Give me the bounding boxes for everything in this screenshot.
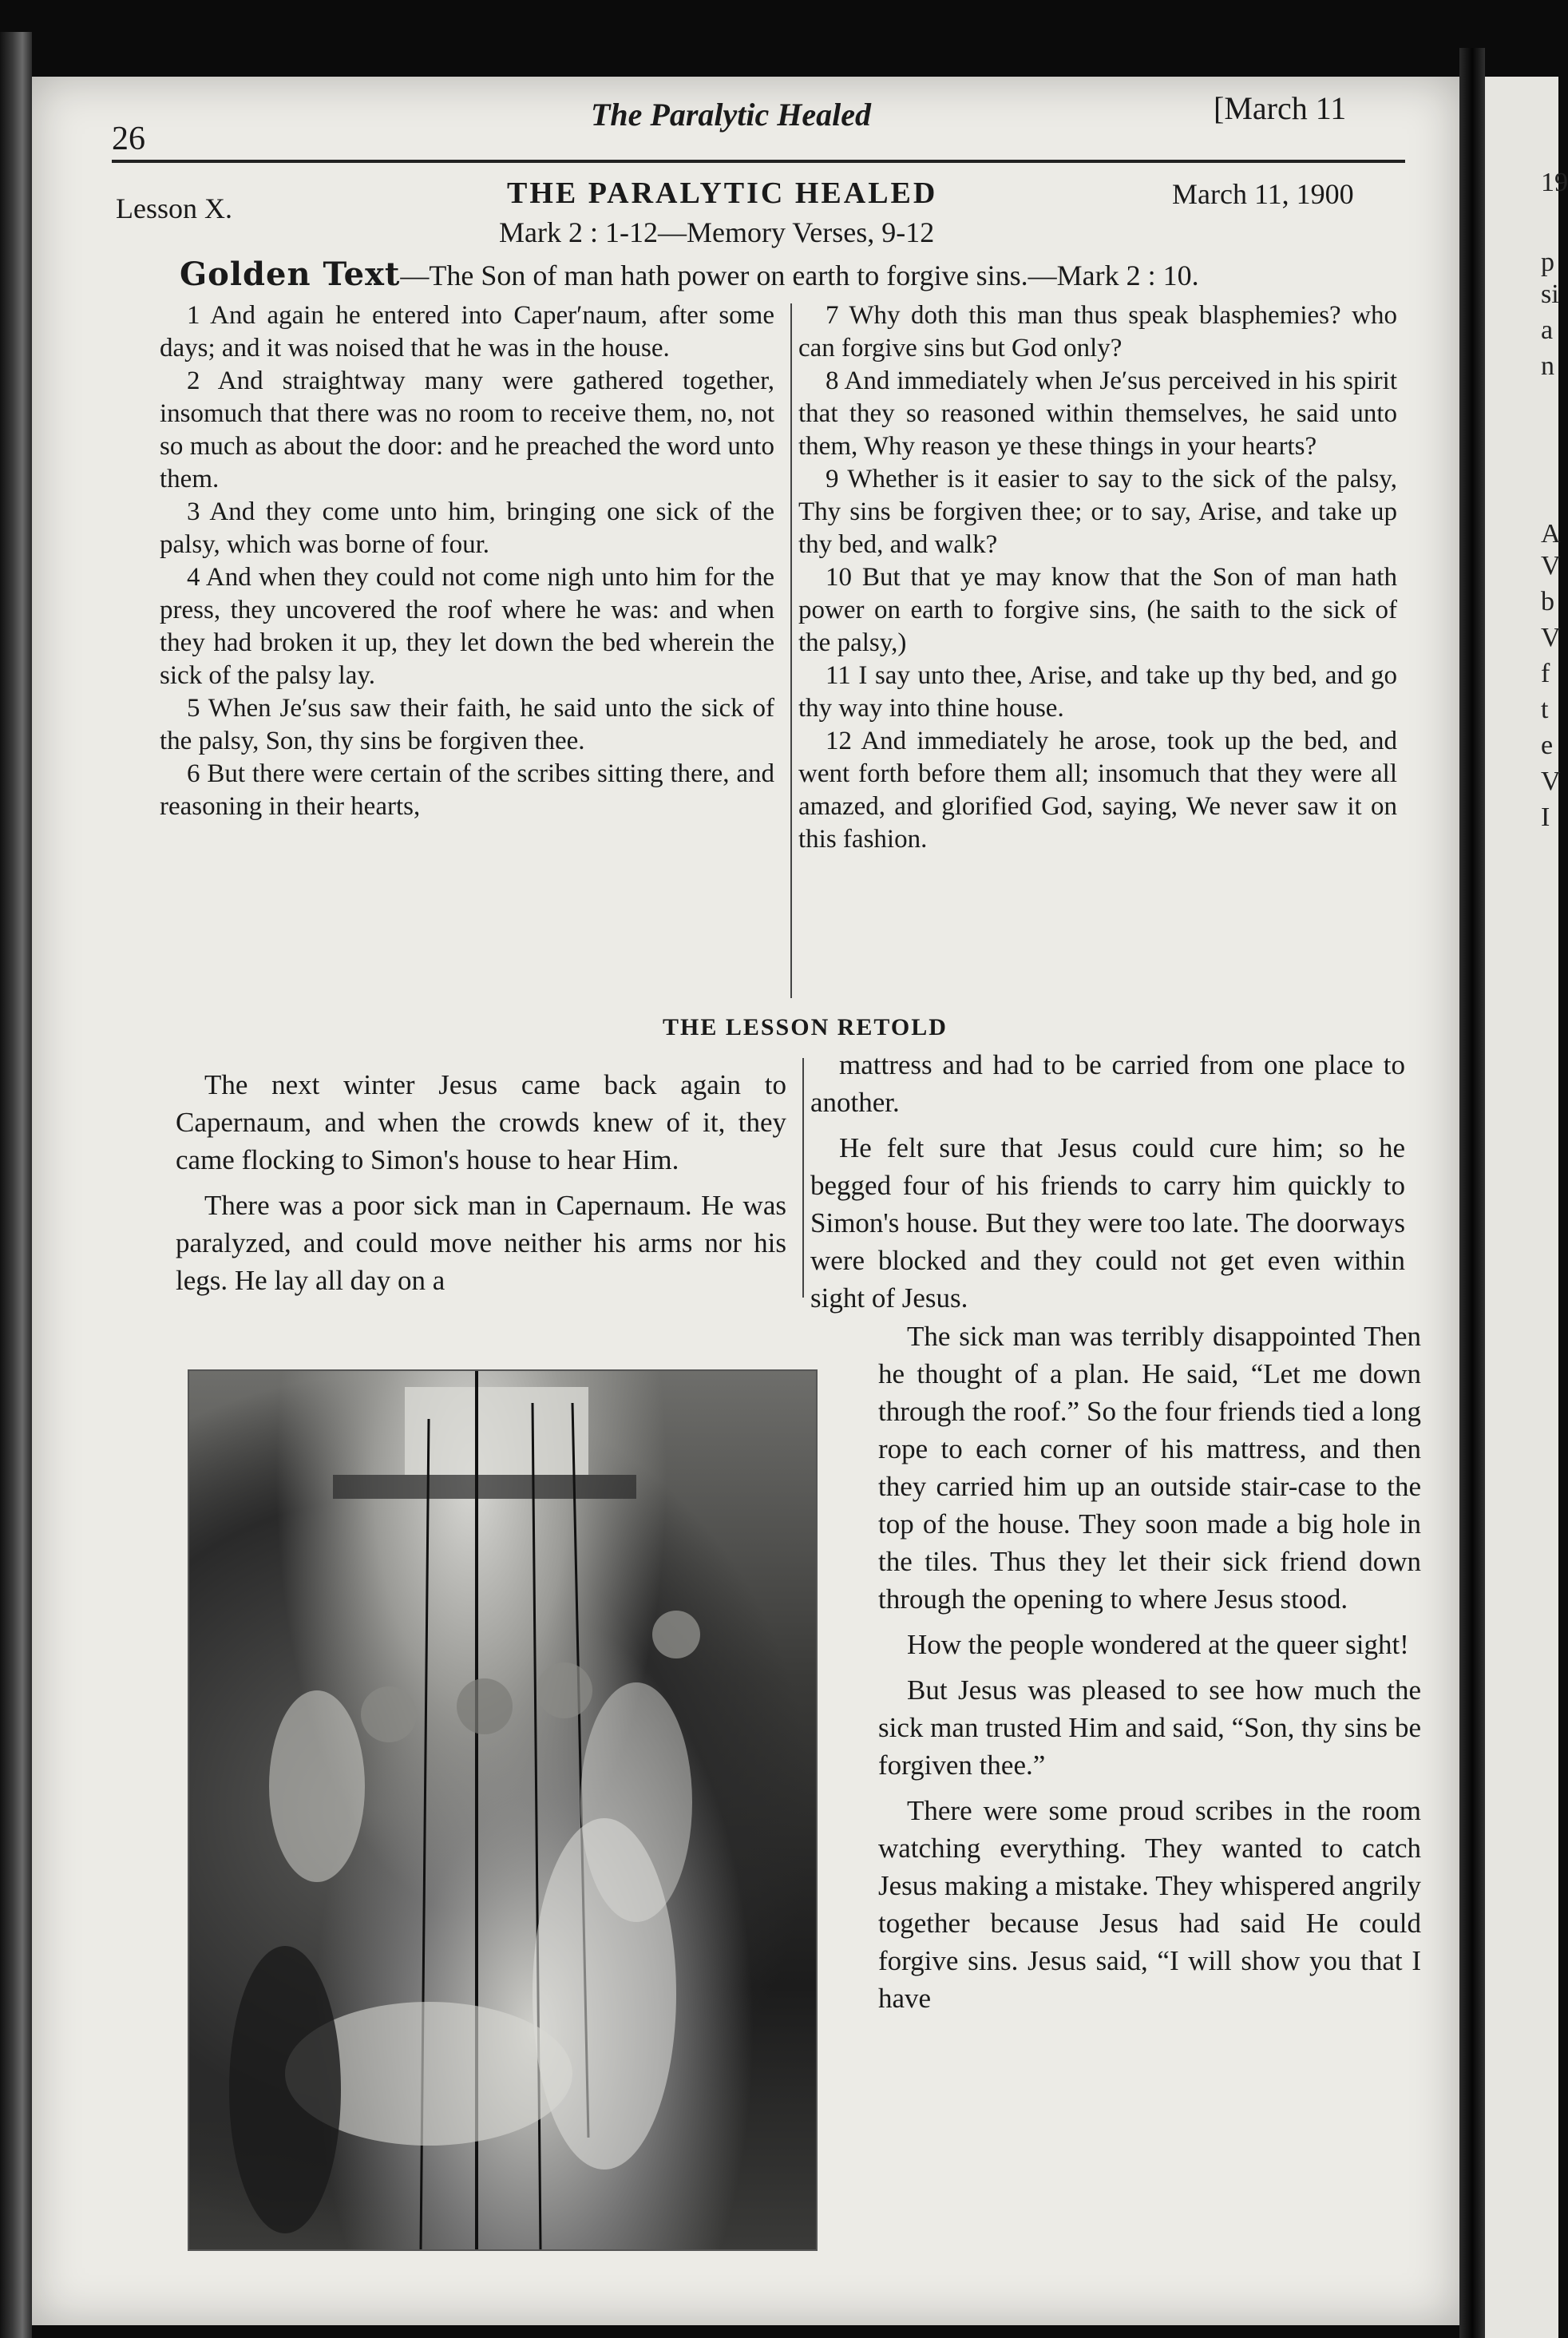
book-binding-left: [0, 32, 32, 2338]
facing-page-fragment: 19: [1541, 168, 1568, 197]
verse: 10 But that ye may know that the Son of man hath power on earth to forgive sins, (he saith to the sick of the palsy,): [798, 563, 1397, 657]
verse: 9 Whether is it easier to say to the sick of the palsy, Thy sins be forgiven thee; or to say, Arise, and take up thy bed, and walk?: [798, 465, 1397, 559]
verse: 3 And they come unto him, bringing one sick of the palsy, which was borne of four.: [160, 497, 774, 559]
verses-right-column: [798, 299, 1397, 856]
illustration-art: [189, 1371, 816, 2249]
verse: 2 And straightway many were gathered together, insomuch that there was no room to receive them, no, not so much as about the door: and he preached the word unto them.: [160, 367, 774, 493]
facing-page-fragment: A: [1541, 519, 1561, 549]
verse: 8 And immediately when Je′sus perceived in his spirit that they so reasoned within themselves, he said unto them, Why reason ye these things in your hearts?: [798, 367, 1397, 461]
verses-left-column: [160, 299, 774, 823]
story-paragraph: There was a poor sick man in Capernaum. He was paralyzed, and could move neither his arms nor his legs. He lay all day on a: [176, 1190, 786, 1296]
story-paragraph: The next winter Jesus came back again to Capernaum, and when the crowds knew of it, they came flocking to Simon's house to hear Him.: [176, 1069, 786, 1175]
verse: 7 Why doth this man thus speak blasphemies? who can forgive sins but God only?: [798, 301, 1397, 363]
lesson-date: March 11, 1900: [1172, 178, 1354, 210]
lesson-title: THE PARALYTIC HEALED: [507, 176, 938, 210]
story-paragraph: He felt sure that Jesus could cure him; so he begged four of his friends to carry him quickly to Simon's house. But they were too late. The doorways were blocked and they could not get even within sight of Jesus.: [810, 1132, 1405, 1314]
facing-page-fragment: p: [1541, 248, 1554, 277]
scripture-reference: Mark 2 : 1-12—Memory Verses, 9-12: [499, 216, 935, 248]
story-paragraph: There were some proud scribes in the room watching everything. They wanted to catch Jesus making a mistake. They whispered angrily together because Jesus had said He could forgive sins. Jesus said, “I will show you that I have: [878, 1795, 1421, 2014]
facing-page-fragment: V: [1541, 623, 1561, 652]
facing-page-fragment: b: [1541, 587, 1554, 616]
running-date: [March 11: [1214, 90, 1347, 126]
column-divider: [802, 1058, 804, 1298]
facing-page-fragment: n: [1541, 351, 1554, 381]
story-paragraph: The sick man was terribly disappointed Then he thought of a plan. He said, “Let me down through the roof.” So the four friends tied a long rope to each corner of his mattress, and then they carried him up an outside stair-case to the top of the house. They soon made a big hole in the tiles. Thus they let their sick friend down through the opening to where Jesus stood.: [878, 1321, 1421, 1615]
header-rule: [112, 160, 1405, 163]
golden-text-label: Golden Text: [180, 256, 401, 293]
facing-page-fragment: I: [1541, 802, 1550, 832]
book-gutter: [1459, 48, 1485, 2338]
lesson-number: Lesson X.: [116, 192, 232, 224]
verse: 12 And immediately he arose, took up the bed, and went forth before them all; insomuch that they were all amazed, and glorified God, saying, We never saw it on this fashion.: [798, 727, 1397, 854]
golden-text: [180, 256, 1199, 293]
column-divider: [790, 303, 792, 998]
verse: 11 I say unto thee, Arise, and take up thy bed, and go thy way into thine house.: [798, 661, 1397, 723]
retold-right-bottom: [878, 1318, 1421, 2025]
retold-left-column: [176, 1066, 786, 1307]
verse: 5 When Je′sus saw their faith, he said unto the sick of the palsy, Son, thy sins be forgiven thee.: [160, 694, 774, 755]
facing-page-fragment: si: [1541, 279, 1559, 309]
facing-page-fragment: e: [1541, 731, 1554, 760]
verse: 4 And when they could not come nigh unto him for the press, they uncovered the roof where he was: and when they had broken it up, they let down the bed wherein the sick of the palsy lay.: [160, 563, 774, 690]
page-number: 26: [112, 121, 145, 157]
story-paragraph: But Jesus was pleased to see how much the sick man trusted Him and said, “Son, thy sins be forgiven thee.”: [878, 1674, 1421, 1781]
facing-page-edge: [1485, 77, 1558, 2338]
story-paragraph: How the people wondered at the queer sight!: [907, 1629, 1409, 1660]
facing-page-fragment: V: [1541, 551, 1561, 581]
illustration-healing-of-paralytic: [188, 1369, 818, 2251]
verse: 6 But there were certain of the scribes sitting there, and reasoning in their hearts,: [160, 759, 774, 821]
verse: 1 And again he entered into Caper′naum, after some days; and it was noised that he was in the house.: [160, 301, 774, 363]
story-paragraph: mattress and had to be carried from one place to another.: [810, 1049, 1405, 1118]
running-title: The Paralytic Healed: [591, 97, 872, 133]
golden-text-body: —The Son of man hath power on earth to forgive sins.—Mark 2 : 10.: [400, 260, 1199, 291]
facing-page-fragment: a: [1541, 315, 1554, 345]
facing-page-fragment: f: [1541, 659, 1550, 688]
facing-page-fragment: V: [1541, 767, 1561, 796]
retold-right-top: [810, 1046, 1405, 1325]
facing-page-fragment: t: [1541, 695, 1549, 724]
section-heading: THE LESSON RETOLD: [663, 1014, 948, 1040]
